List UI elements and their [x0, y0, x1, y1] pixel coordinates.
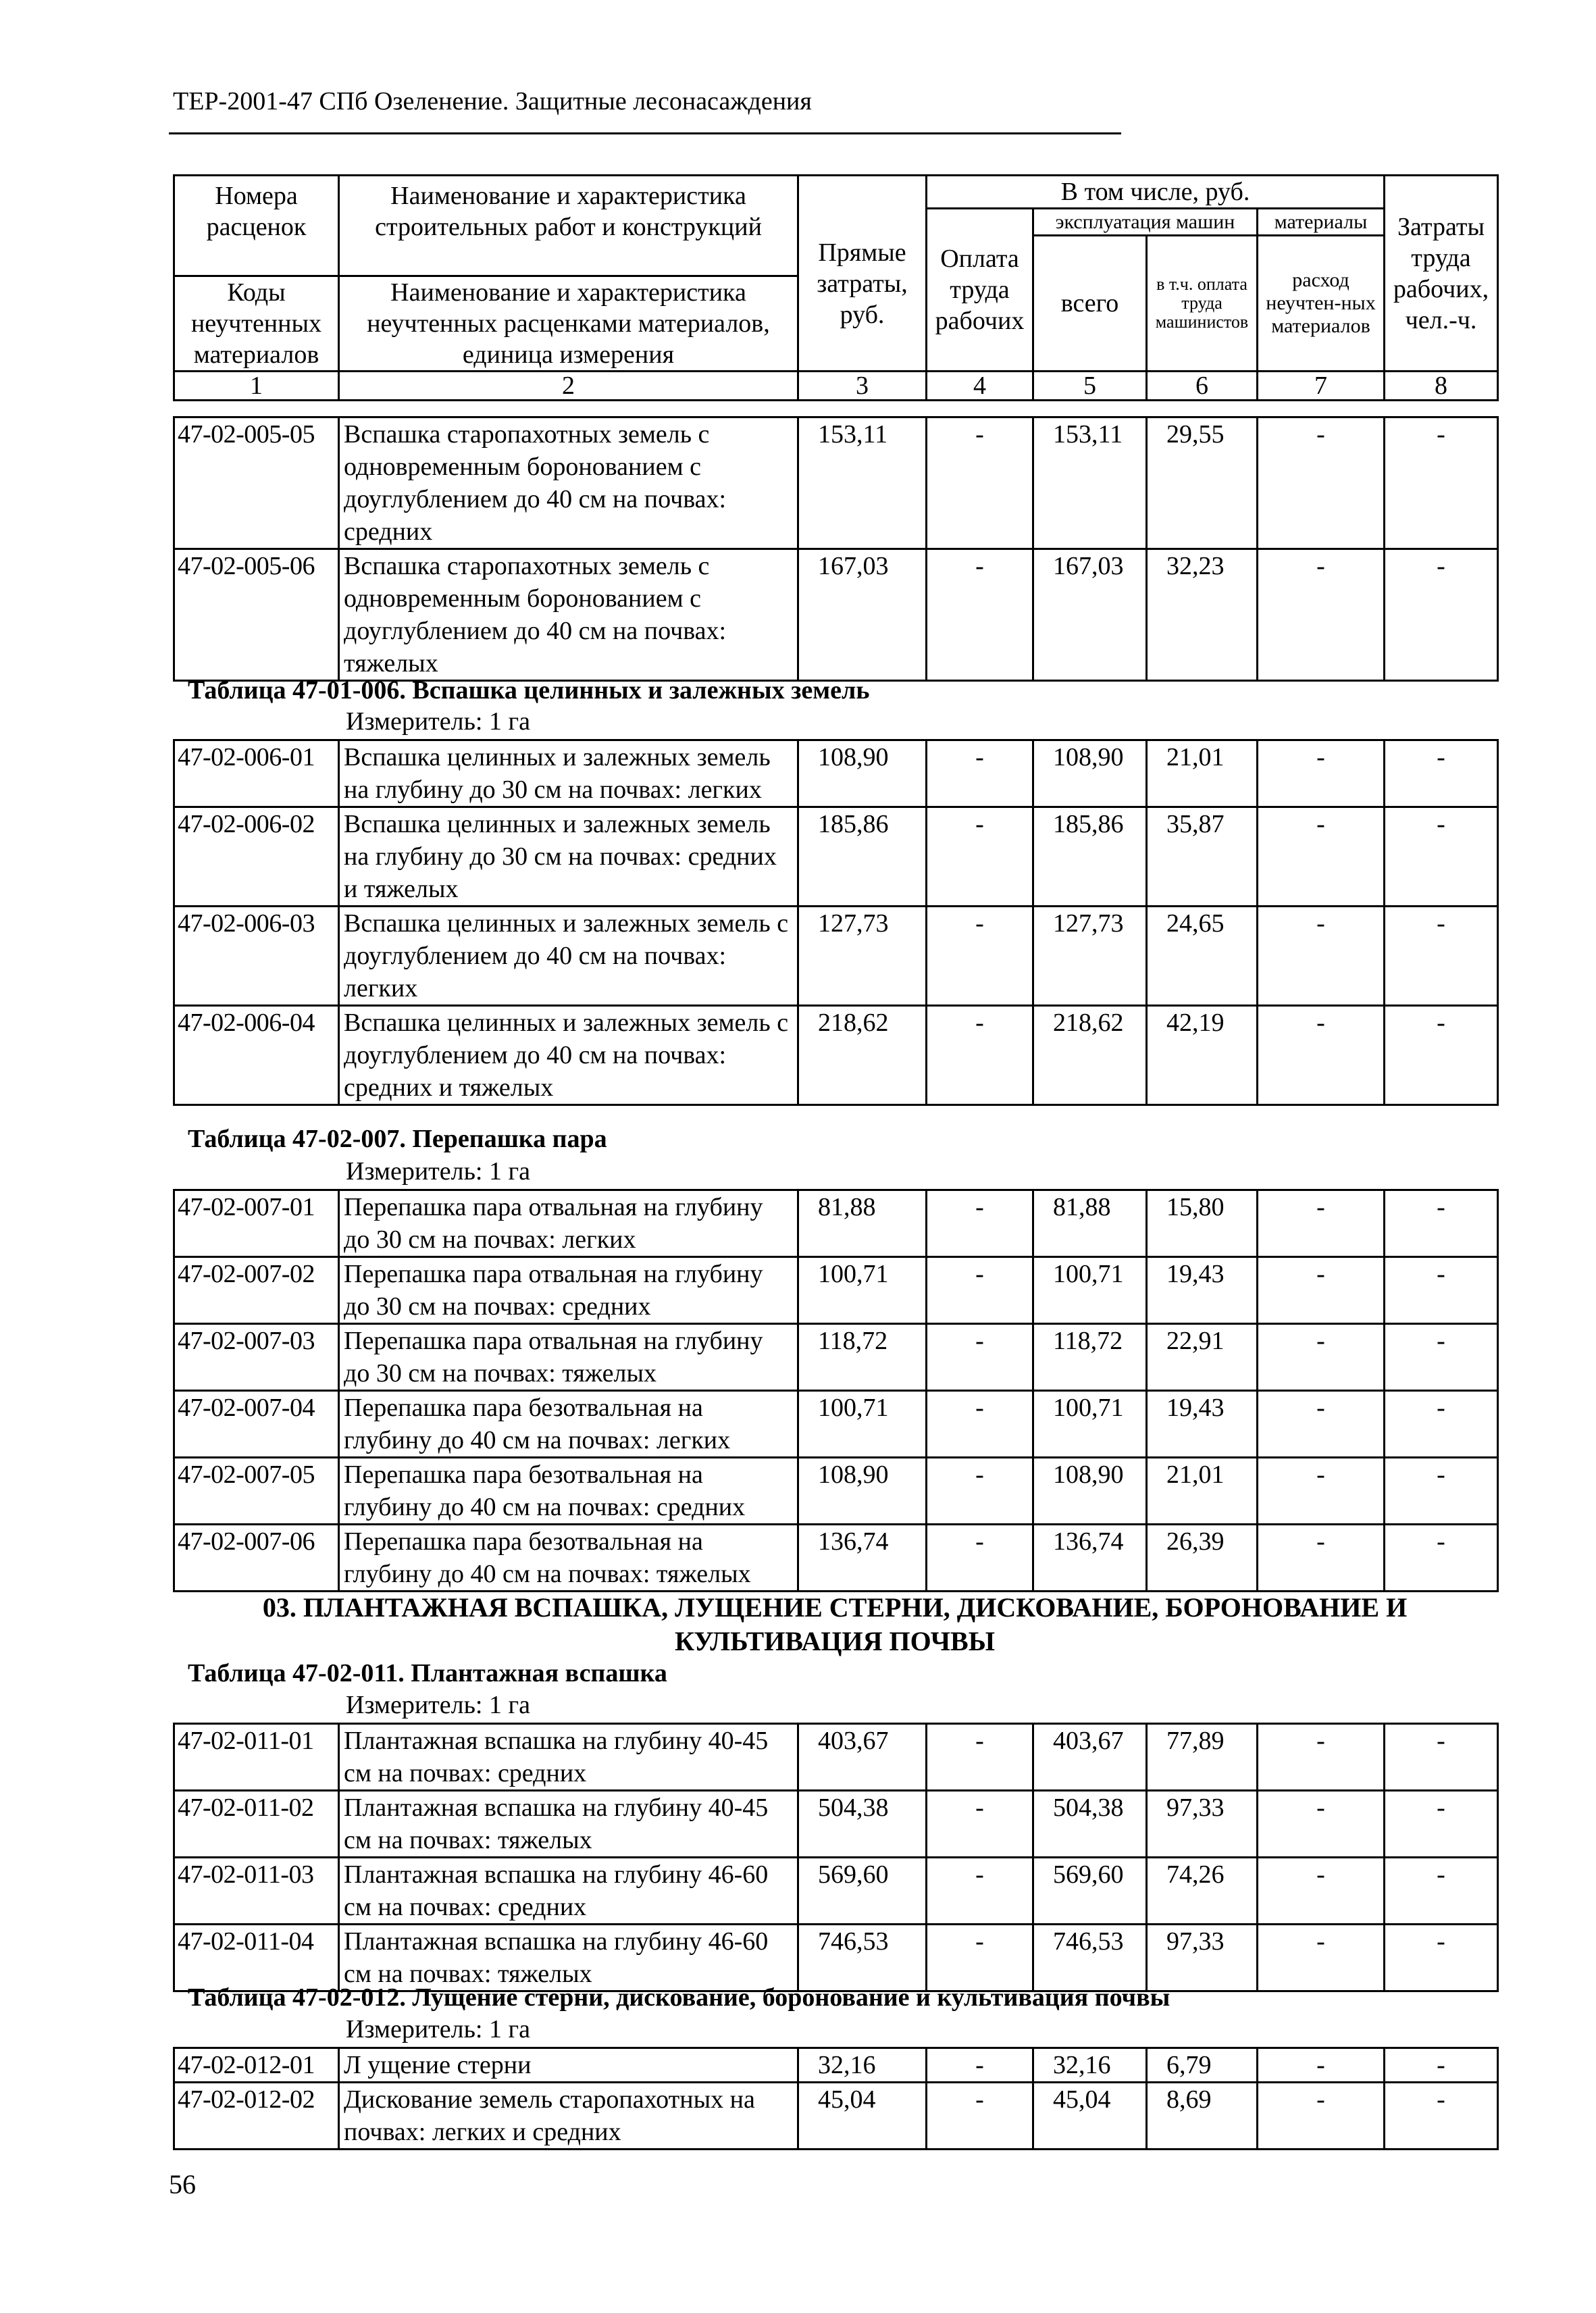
measure-011: Измеритель: 1 га	[346, 1691, 530, 1719]
cell-direct-costs: 504,38	[798, 1791, 927, 1858]
cell-machinists-wages: 19,43	[1147, 1391, 1258, 1458]
cell-wages: -	[927, 549, 1033, 681]
colnum-2: 2	[339, 372, 798, 401]
cell-direct-costs: 403,67	[798, 1724, 927, 1791]
table-row	[174, 549, 1498, 681]
cell-machinists-wages: 35,87	[1147, 807, 1258, 907]
colnum-8: 8	[1385, 372, 1498, 401]
cell-wages: -	[927, 1791, 1033, 1858]
cell-rate-code: 47-02-006-04	[174, 1006, 339, 1105]
cell-direct-costs: 32,16	[798, 2048, 927, 2083]
cell-rate-code: 47-02-012-01	[174, 2048, 339, 2083]
cell-machines-total: 118,72	[1033, 1324, 1147, 1391]
cell-labor-costs: -	[1385, 907, 1498, 1006]
cell-materials: -	[1258, 907, 1385, 1006]
cell-work-name: Л ущение стерни	[339, 2048, 798, 2083]
cell-materials: -	[1258, 2083, 1385, 2150]
cell-rate-code: 47-02-007-03	[174, 1324, 339, 1391]
cell-machines-total: 127,73	[1033, 907, 1147, 1006]
cell-materials: -	[1258, 1006, 1385, 1105]
cell-direct-costs: 108,90	[798, 1458, 927, 1525]
cell-work-name: Вспашка целинных и залежных земель с доуглублением до 40 см на почвах: средних и тяжелых	[339, 1006, 798, 1105]
table-47-02-005	[173, 416, 1499, 682]
cell-direct-costs: 569,60	[798, 1858, 927, 1925]
cell-labor-costs: -	[1385, 1324, 1498, 1391]
cell-machines-total: 403,67	[1033, 1724, 1147, 1791]
cell-machines-total: 32,16	[1033, 2048, 1147, 2083]
cell-direct-costs: 45,04	[798, 2083, 927, 2150]
table-caption-012: Таблица 47-02-012. Лущение стерни, дискование, боронование и культивация почвы	[188, 1983, 1170, 2012]
cell-machines-total: 218,62	[1033, 1006, 1147, 1105]
cell-machines-total: 108,90	[1033, 1458, 1147, 1525]
cell-labor-costs: -	[1385, 2048, 1498, 2083]
table-47-02-007	[173, 1189, 1499, 1592]
colnum-5: 5	[1033, 372, 1147, 401]
cell-materials: -	[1258, 2048, 1385, 2083]
header-machines-total: всего	[1033, 236, 1147, 372]
cell-machinists-wages: 21,01	[1147, 740, 1258, 807]
colnum-1: 1	[174, 372, 339, 401]
table-47-02-012	[173, 2047, 1499, 2150]
cell-machines-total: 100,71	[1033, 1257, 1147, 1324]
cell-rate-code: 47-02-007-06	[174, 1525, 339, 1592]
cell-wages: -	[927, 740, 1033, 807]
measure-012: Измеритель: 1 га	[346, 2015, 530, 2043]
cell-rate-code: 47-02-006-03	[174, 907, 339, 1006]
cell-machinists-wages: 29,55	[1147, 417, 1258, 549]
cell-materials: -	[1258, 1858, 1385, 1925]
header-materials: материалы	[1258, 209, 1385, 236]
cell-labor-costs: -	[1385, 1791, 1498, 1858]
table-47-02-011	[173, 1723, 1499, 1992]
cell-materials: -	[1258, 417, 1385, 549]
header-including-group: В том числе, руб.	[927, 176, 1385, 209]
table-row	[174, 1724, 1498, 1791]
measure-007: Измеритель: 1 га	[346, 1157, 530, 1186]
cell-rate-code: 47-02-005-06	[174, 549, 339, 681]
cell-materials: -	[1258, 549, 1385, 681]
cell-machinists-wages: 77,89	[1147, 1724, 1258, 1791]
colnum-6: 6	[1147, 372, 1258, 401]
cell-work-name: Плантажная вспашка на глубину 40-45 см на почвах: тяжелых	[339, 1791, 798, 1858]
cell-labor-costs: -	[1385, 1458, 1498, 1525]
table-row	[174, 2083, 1498, 2150]
cell-rate-code: 47-02-011-04	[174, 1925, 339, 1991]
cell-work-name: Вспашка целинных и залежных земель на глубину до 30 см на почвах: легких	[339, 740, 798, 807]
header-rate-numbers: Номера расценок	[174, 176, 339, 249]
cell-wages: -	[927, 1190, 1033, 1257]
cell-machines-total: 81,88	[1033, 1190, 1147, 1257]
header-direct-costs: Прямые затраты, руб.	[798, 176, 927, 372]
cell-materials: -	[1258, 1391, 1385, 1458]
header-wages: Оплата труда рабочих	[927, 209, 1033, 372]
cell-rate-code: 47-02-007-05	[174, 1458, 339, 1525]
cell-rate-code: 47-02-005-05	[174, 417, 339, 549]
cell-materials: -	[1258, 807, 1385, 907]
cell-machinists-wages: 6,79	[1147, 2048, 1258, 2083]
cell-wages: -	[927, 1006, 1033, 1105]
cell-machinists-wages: 21,01	[1147, 1458, 1258, 1525]
header-machinists-wages: в т.ч. оплата труда машинистов	[1147, 236, 1258, 372]
cell-materials: -	[1258, 1724, 1385, 1791]
cell-wages: -	[927, 1257, 1033, 1324]
cell-wages: -	[927, 1858, 1033, 1925]
cell-work-name: Перепашка пара отвальная на глубину до 30 см на почвах: средних	[339, 1257, 798, 1324]
cell-wages: -	[927, 1458, 1033, 1525]
cell-labor-costs: -	[1385, 1724, 1498, 1791]
cell-direct-costs: 100,71	[798, 1257, 927, 1324]
cell-labor-costs: -	[1385, 2083, 1498, 2150]
table-row	[174, 1858, 1498, 1925]
running-header: ТЕР-2001-47 СПб Озеленение. Защитные лесонасаждения	[173, 87, 812, 116]
cell-materials: -	[1258, 1525, 1385, 1592]
cell-work-name: Вспашка целинных и залежных земель на глубину до 30 см на почвах: средних и тяжелых	[339, 807, 798, 907]
cell-materials: -	[1258, 1791, 1385, 1858]
cell-direct-costs: 127,73	[798, 907, 927, 1006]
cell-direct-costs: 136,74	[798, 1525, 927, 1592]
cell-rate-code: 47-02-007-01	[174, 1190, 339, 1257]
cell-wages: -	[927, 1324, 1033, 1391]
cell-machines-total: 504,38	[1033, 1791, 1147, 1858]
cell-machinists-wages: 42,19	[1147, 1006, 1258, 1105]
cell-direct-costs: 118,72	[798, 1324, 927, 1391]
cell-wages: -	[927, 1525, 1033, 1592]
cell-direct-costs: 81,88	[798, 1190, 927, 1257]
cell-labor-costs: -	[1385, 1858, 1498, 1925]
section-03-title: 03. ПЛАНТАЖНАЯ ВСПАШКА, ЛУЩЕНИЕ СТЕРНИ, ДИСКОВАНИЕ, БОРОНОВАНИЕ И КУЛЬТИВАЦИЯ ПОЧВЫ	[262, 1592, 1408, 1656]
cell-wages: -	[927, 417, 1033, 549]
cell-work-name: Плантажная вспашка на глубину 46-60 см на почвах: тяжелых	[339, 1925, 798, 1991]
cell-materials: -	[1258, 740, 1385, 807]
cell-work-name: Вспашка целинных и залежных земель с доуглублением до 40 см на почвах: легких	[339, 907, 798, 1006]
cell-machines-total: 185,86	[1033, 807, 1147, 907]
cell-labor-costs: -	[1385, 807, 1498, 907]
header-unaccounted-materials: расход неучтен-ных материалов	[1258, 236, 1385, 372]
cell-labor-costs: -	[1385, 1006, 1498, 1105]
measure-006: Измеритель: 1 га	[346, 707, 530, 736]
cell-work-name: Перепашка пара отвальная на глубину до 30 см на почвах: тяжелых	[339, 1324, 798, 1391]
cell-direct-costs: 746,53	[798, 1925, 927, 1991]
header-labor-costs: Затраты труда рабочих, чел.-ч.	[1385, 176, 1498, 372]
table-row	[174, 417, 1498, 549]
table-row	[174, 1391, 1498, 1458]
cell-wages: -	[927, 2083, 1033, 2150]
table-row	[174, 1458, 1498, 1525]
cell-work-name: Перепашка пара безотвальная на глубину до 40 см на почвах: легких	[339, 1391, 798, 1458]
cell-direct-costs: 108,90	[798, 740, 927, 807]
cell-machines-total: 136,74	[1033, 1525, 1147, 1592]
cell-rate-code: 47-02-007-02	[174, 1257, 339, 1324]
colnum-4: 4	[927, 372, 1033, 401]
cell-materials: -	[1258, 1190, 1385, 1257]
header-work-name: Наименование и характеристика строительных работ и конструкций	[339, 176, 798, 249]
colnum-7: 7	[1258, 372, 1385, 401]
cell-machinists-wages: 19,43	[1147, 1257, 1258, 1324]
cell-rate-code: 47-02-011-03	[174, 1858, 339, 1925]
cell-machines-total: 100,71	[1033, 1391, 1147, 1458]
table-row	[174, 807, 1498, 907]
cell-rate-code: 47-02-011-02	[174, 1791, 339, 1858]
cell-work-name: Вспашка старопахотных земель с одновременным боронованием с доуглублением до 40 см на почвах: средних	[339, 417, 798, 549]
table-row	[174, 1190, 1498, 1257]
cell-materials: -	[1258, 1257, 1385, 1324]
column-header	[173, 174, 1499, 401]
cell-labor-costs: -	[1385, 549, 1498, 681]
cell-work-name: Плантажная вспашка на глубину 40-45 см на почвах: средних	[339, 1724, 798, 1791]
cell-rate-code: 47-02-011-01	[174, 1724, 339, 1791]
table-row	[174, 907, 1498, 1006]
cell-direct-costs: 185,86	[798, 807, 927, 907]
cell-machinists-wages: 74,26	[1147, 1858, 1258, 1925]
cell-machinists-wages: 26,39	[1147, 1525, 1258, 1592]
cell-machinists-wages: 8,69	[1147, 2083, 1258, 2150]
cell-machines-total: 746,53	[1033, 1925, 1147, 1991]
cell-machinists-wages: 97,33	[1147, 1925, 1258, 1991]
cell-wages: -	[927, 907, 1033, 1006]
cell-wages: -	[927, 2048, 1033, 2083]
cell-materials: -	[1258, 1324, 1385, 1391]
header-material-codes: Коды неучтенных материалов	[174, 276, 339, 372]
table-row	[174, 2048, 1498, 2083]
cell-direct-costs: 100,71	[798, 1391, 927, 1458]
cell-labor-costs: -	[1385, 740, 1498, 807]
cell-machines-total: 569,60	[1033, 1858, 1147, 1925]
table-caption-007: Таблица 47-02-007. Перепашка пара	[188, 1125, 607, 1153]
cell-labor-costs: -	[1385, 1190, 1498, 1257]
table-47-02-006	[173, 739, 1499, 1106]
colnum-3: 3	[798, 372, 927, 401]
cell-materials: -	[1258, 1925, 1385, 1991]
table-row	[174, 1257, 1498, 1324]
cell-rate-code: 47-02-006-01	[174, 740, 339, 807]
table-row	[174, 1925, 1498, 1991]
cell-wages: -	[927, 807, 1033, 907]
cell-wages: -	[927, 1391, 1033, 1458]
table-caption-006: Таблица 47-01-006. Вспашка целинных и залежных земель	[188, 676, 870, 705]
table-row	[174, 1006, 1498, 1105]
cell-labor-costs: -	[1385, 417, 1498, 549]
cell-machines-total: 45,04	[1033, 2083, 1147, 2150]
cell-work-name: Плантажная вспашка на глубину 46-60 см на почвах: средних	[339, 1858, 798, 1925]
cell-direct-costs: 153,11	[798, 417, 927, 549]
table-row	[174, 740, 1498, 807]
table-row	[174, 1791, 1498, 1858]
cell-machinists-wages: 24,65	[1147, 907, 1258, 1006]
cell-machinists-wages: 22,91	[1147, 1324, 1258, 1391]
cell-labor-costs: -	[1385, 1925, 1498, 1991]
cell-labor-costs: -	[1385, 1257, 1498, 1324]
header-rule	[169, 132, 1121, 134]
cell-machines-total: 153,11	[1033, 417, 1147, 549]
cell-wages: -	[927, 1724, 1033, 1791]
cell-work-name: Дискование земель старопахотных на почвах: легких и средних	[339, 2083, 798, 2150]
cell-rate-code: 47-02-012-02	[174, 2083, 339, 2150]
cell-work-name: Перепашка пара безотвальная на глубину до 40 см на почвах: средних	[339, 1458, 798, 1525]
table-row	[174, 1324, 1498, 1391]
table-row	[174, 1525, 1498, 1592]
cell-machines-total: 167,03	[1033, 549, 1147, 681]
cell-machinists-wages: 32,23	[1147, 549, 1258, 681]
cell-work-name: Перепашка пара отвальная на глубину до 30 см на почвах: легких	[339, 1190, 798, 1257]
cell-machinists-wages: 15,80	[1147, 1190, 1258, 1257]
cell-wages: -	[927, 1925, 1033, 1991]
cell-work-name: Перепашка пара безотвальная на глубину до 40 см на почвах: тяжелых	[339, 1525, 798, 1592]
header-material-name: Наименование и характеристика неучтенных расценками материалов, единица измерения	[339, 276, 798, 372]
cell-rate-code: 47-02-007-04	[174, 1391, 339, 1458]
page-number: 56	[169, 2169, 196, 2200]
cell-machines-total: 108,90	[1033, 740, 1147, 807]
cell-labor-costs: -	[1385, 1391, 1498, 1458]
cell-direct-costs: 218,62	[798, 1006, 927, 1105]
cell-direct-costs: 167,03	[798, 549, 927, 681]
cell-materials: -	[1258, 1458, 1385, 1525]
cell-rate-code: 47-02-006-02	[174, 807, 339, 907]
header-machines: эксплуатация машин	[1033, 209, 1258, 236]
cell-work-name: Вспашка старопахотных земель с одновременным боронованием с доуглублением до 40 см на почвах: тяжелых	[339, 549, 798, 681]
table-caption-011: Таблица 47-02-011. Плантажная вспашка	[188, 1659, 667, 1687]
cell-machinists-wages: 97,33	[1147, 1791, 1258, 1858]
cell-labor-costs: -	[1385, 1525, 1498, 1592]
